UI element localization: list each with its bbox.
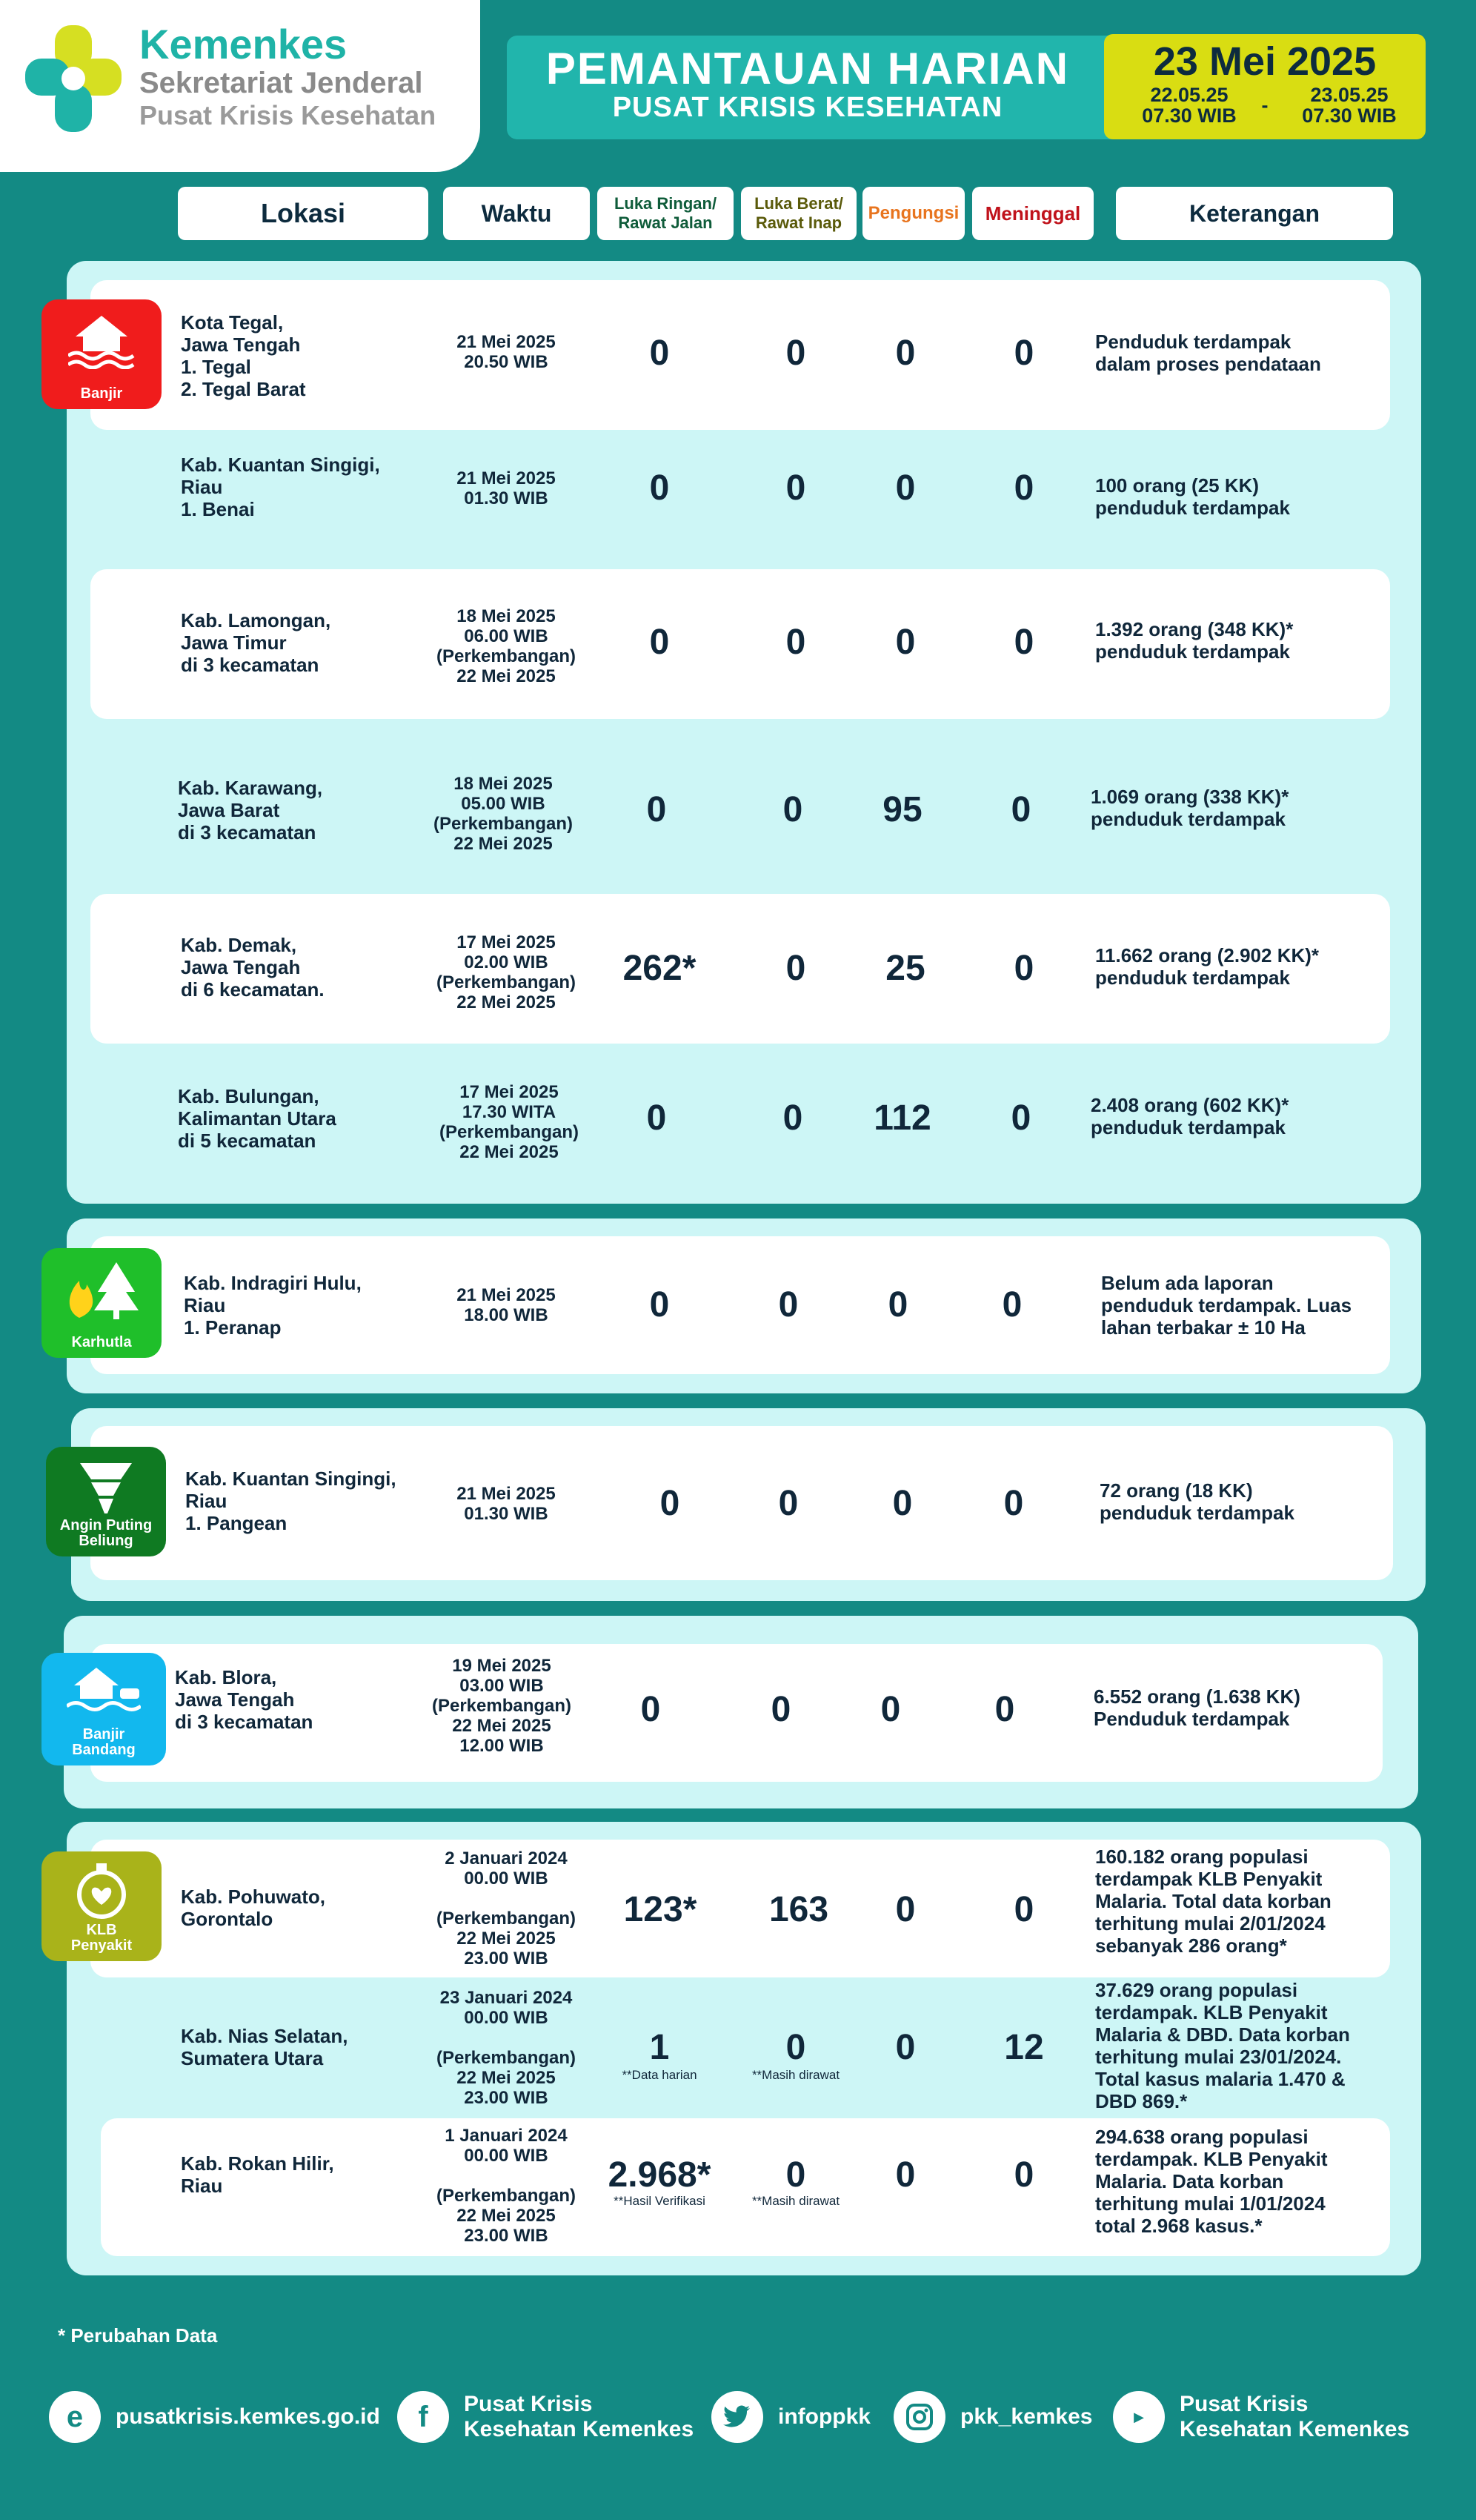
row-meninggal: 12	[1004, 2028, 1044, 2067]
row-time: 19 Mei 2025 03.00 WIB (Perkembangan) 22 Mei 2025 12.00 WIB	[431, 1656, 572, 1756]
row-luka-berat: 163	[768, 1890, 829, 1929]
row-location: Kab. Karawang, Jawa Barat di 3 kecamatan	[178, 777, 323, 843]
row-meninggal: 0	[1014, 949, 1034, 988]
row-luka-berat: 0	[782, 790, 803, 829]
row-pengungsi: 0	[895, 334, 916, 373]
row-luka-ringan: 0	[659, 1484, 680, 1523]
row-time: 23 Januari 2024 00.00 WIB (Perkembangan) 22 Mei 2025 23.00 WIB	[436, 1988, 576, 2108]
row-keterangan: 37.629 orang populasi terdampak. KLB Penyakit Malaria & DBD. Data korban terhitung mulai 23/01/2024. Total kasus malaria 1.470 & DBD 869.*	[1095, 1979, 1350, 2112]
row-luka-ringan: 2.968*	[608, 2155, 711, 2195]
col-luka-berat: Luka Berat/ Rawat Inap	[741, 187, 857, 240]
page-subtitle: PUSAT KRISIS KESEHATAN	[612, 92, 1003, 123]
row-time: 21 Mei 2025 01.30 WIB	[456, 468, 556, 508]
row-location: Kab. Lamongan, Jawa Timur di 3 kecamatan	[181, 609, 331, 676]
kemenkes-logo-icon	[25, 25, 129, 136]
row-luka-berat-note: **Masih dirawat	[751, 2194, 840, 2208]
youtube-link[interactable]	[1113, 2384, 1409, 2450]
row-meninggal: 0	[1014, 2155, 1034, 2195]
row-pengungsi: 112	[874, 1098, 931, 1138]
row-location: Kab. Rokan Hilir, Riau	[181, 2152, 334, 2197]
website-label: pusatkrisis.kemkes.go.id	[116, 2404, 380, 2429]
row-luka-berat: 0	[785, 2028, 806, 2067]
row-luka-ringan: 0	[646, 790, 667, 829]
twitter-link[interactable]	[711, 2384, 871, 2450]
range-to: 23.05.25 07.30 WIB	[1302, 84, 1397, 127]
row-time: 21 Mei 2025 18.00 WIB	[456, 1285, 556, 1325]
row-keterangan: 6.552 orang (1.638 KK) Penduduk terdampak	[1094, 1685, 1300, 1730]
klb-label: KLB Penyakit	[70, 1922, 133, 1954]
klb-penyakit-icon	[41, 1851, 162, 1961]
row-keterangan: 160.182 orang populasi terdampak KLB Penyakit Malaria. Total data korban terhitung mulai 2/01/2024 sebanyak 286 orang*	[1095, 1846, 1332, 1957]
col-luka-ringan: Luka Ringan/ Rawat Jalan	[597, 187, 734, 240]
row-location: Kab. Demak, Jawa Tengah di 6 kecamatan.	[181, 934, 325, 1001]
row-meninggal: 0	[1002, 1285, 1023, 1324]
row-luka-ringan: 262*	[622, 949, 697, 988]
row-luka-ringan: 0	[649, 334, 670, 373]
row-meninggal: 0	[1003, 1484, 1024, 1523]
row-luka-ringan: 0	[640, 1690, 661, 1729]
report-range	[1104, 84, 1426, 129]
facebook-link[interactable]	[397, 2384, 694, 2450]
row-time: 17 Mei 2025 02.00 WIB (Perkembangan) 22 Mei 2025	[436, 932, 576, 1012]
row-time: 2 Januari 2024 00.00 WIB (Perkembangan) 22 Mei 2025 23.00 WIB	[436, 1848, 576, 1969]
row-keterangan: Penduduk terdampak dalam proses pendataan	[1095, 331, 1321, 375]
row-time: 21 Mei 2025 20.50 WIB	[456, 332, 556, 372]
row-luka-ringan: 0	[649, 468, 670, 508]
youtube-icon: ▶	[1113, 2391, 1165, 2443]
row-luka-berat: 0	[785, 334, 806, 373]
row-meninggal: 0	[1014, 468, 1034, 508]
instagram-label: pkk_kemkes	[960, 2404, 1093, 2429]
banjir-label: Banjir	[80, 385, 123, 402]
row-time: 1 Januari 2024 00.00 WIB (Perkembangan) 22 Mei 2025 23.00 WIB	[436, 2126, 576, 2246]
row-location: Kota Tegal, Jawa Tengah 1. Tegal 2. Tegal Barat	[181, 311, 306, 400]
globe-icon: e	[49, 2391, 101, 2443]
row-time: 21 Mei 2025 01.30 WIB	[456, 1484, 556, 1524]
row-pengungsi: 95	[882, 790, 922, 829]
row-location: Kab. Blora, Jawa Tengah di 3 kecamatan	[175, 1666, 313, 1733]
row-pengungsi: 0	[892, 1484, 913, 1523]
row-luka-ringan: 1	[649, 2028, 670, 2067]
row-luka-berat: 0	[778, 1285, 799, 1324]
twitter-label: infoppkk	[778, 2404, 871, 2429]
row-meninggal: 0	[1014, 334, 1034, 373]
banjir-icon	[41, 299, 162, 409]
row-meninggal: 0	[994, 1690, 1015, 1729]
row-meninggal: 0	[1014, 623, 1034, 662]
twitter-icon	[711, 2391, 763, 2443]
row-luka-ringan: 123*	[623, 1890, 697, 1929]
footnote: * Perubahan Data	[58, 2324, 218, 2347]
col-keterangan: Keterangan	[1116, 187, 1393, 240]
col-pengungsi: Pengungsi	[862, 187, 965, 240]
row-location: Kab. Pohuwato, Gorontalo	[181, 1886, 325, 1930]
bandang-label: Banjir Bandang	[72, 1726, 136, 1758]
row-pengungsi: 0	[895, 2155, 916, 2195]
row-pengungsi: 0	[895, 2028, 916, 2067]
facebook-label: Pusat Krisis Kesehatan Kemenkes	[464, 2392, 694, 2441]
row-luka-berat: 0	[771, 1690, 791, 1729]
row-meninggal: 0	[1011, 790, 1031, 829]
youtube-label: Pusat Krisis Kesehatan Kemenkes	[1180, 2392, 1410, 2441]
angin-puting-beliung-icon	[46, 1447, 166, 1556]
col-meninggal: Meninggal	[972, 187, 1094, 240]
range-separator: -	[1261, 94, 1269, 116]
row-luka-berat: 0	[778, 1484, 799, 1523]
row-luka-ringan-note: **Data harian	[622, 2068, 697, 2082]
row-luka-berat: 0	[782, 1098, 803, 1138]
row-pengungsi: 0	[895, 1890, 916, 1929]
row-pengungsi: 0	[895, 468, 916, 508]
website-link[interactable]	[49, 2384, 380, 2450]
brand-subtitle-2: Pusat Krisis Kesehatan	[139, 100, 436, 130]
instagram-link[interactable]	[894, 2384, 1092, 2450]
row-pengungsi: 0	[888, 1285, 908, 1324]
row-location: Kab. Indragiri Hulu, Riau 1. Peranap	[184, 1272, 362, 1339]
row-time: 18 Mei 2025 05.00 WIB (Perkembangan) 22 Mei 2025	[433, 774, 574, 854]
row-keterangan: 294.638 orang populasi terdampak. KLB Penyakit Malaria. Data korban terhitung mulai 1/01/2024 total 2.968 kasus.*	[1095, 2126, 1328, 2237]
row-meninggal: 0	[1014, 1890, 1034, 1929]
brand-subtitle: Sekretariat Jenderal	[139, 67, 423, 99]
row-luka-ringan-note: **Hasil Verifikasi	[614, 2194, 705, 2208]
row-luka-berat: 0	[785, 468, 806, 508]
col-waktu: Waktu	[443, 187, 590, 240]
row-keterangan: 1.392 orang (348 KK)* penduduk terdampak	[1095, 618, 1294, 663]
row-location: Kab. Nias Selatan, Sumatera Utara	[181, 2025, 348, 2069]
row-location: Kab. Bulungan, Kalimantan Utara di 5 kecamatan	[178, 1085, 336, 1152]
row-luka-ringan: 0	[649, 623, 670, 662]
row-location: Kab. Kuantan Singigi, Riau 1. Benai	[181, 454, 380, 520]
row-luka-berat-note: **Masih dirawat	[751, 2068, 840, 2082]
karhutla-icon	[41, 1248, 162, 1358]
row-keterangan: 1.069 orang (338 KK)* penduduk terdampak	[1091, 786, 1289, 830]
instagram-icon	[894, 2391, 945, 2443]
page-title: PEMANTAUAN HARIAN	[545, 44, 1070, 93]
row-luka-ringan: 0	[649, 1285, 670, 1324]
row-meninggal: 0	[1011, 1098, 1031, 1138]
row-pengungsi: 25	[885, 949, 925, 988]
row-keterangan: 2.408 orang (602 KK)* penduduk terdampak	[1091, 1094, 1289, 1138]
row-luka-ringan: 0	[646, 1098, 667, 1138]
row-luka-berat: 0	[785, 2155, 806, 2195]
row-keterangan: Belum ada laporan penduduk terdampak. Luas lahan terbakar ± 10 Ha	[1101, 1272, 1352, 1339]
angin-label: Angin Puting Beliung	[59, 1517, 153, 1549]
banjir-bandang-icon	[41, 1653, 166, 1765]
row-pengungsi: 0	[895, 623, 916, 662]
row-pengungsi: 0	[880, 1690, 901, 1729]
range-from: 22.05.25 07.30 WIB	[1142, 84, 1237, 127]
row-time: 17 Mei 2025 17.30 WITA (Perkembangan) 22 Mei 2025	[439, 1082, 579, 1162]
report-date: 23 Mei 2025	[1153, 39, 1377, 84]
row-luka-berat: 0	[785, 949, 806, 988]
row-luka-berat: 0	[785, 623, 806, 662]
row-time: 18 Mei 2025 06.00 WIB (Perkembangan) 22 Mei 2025	[436, 606, 576, 686]
row-location: Kab. Kuantan Singingi, Riau 1. Pangean	[185, 1468, 396, 1534]
row-keterangan: 72 orang (18 KK) penduduk terdampak	[1100, 1479, 1294, 1524]
row-keterangan: 11.662 orang (2.902 KK)* penduduk terdampak	[1095, 944, 1320, 989]
brand-name: Kemenkes	[139, 21, 348, 67]
facebook-icon: f	[397, 2391, 449, 2443]
col-lokasi: Lokasi	[178, 187, 428, 240]
row-keterangan: 100 orang (25 KK) penduduk terdampak	[1095, 474, 1290, 519]
karhutla-label: Karhutla	[71, 1334, 132, 1350]
